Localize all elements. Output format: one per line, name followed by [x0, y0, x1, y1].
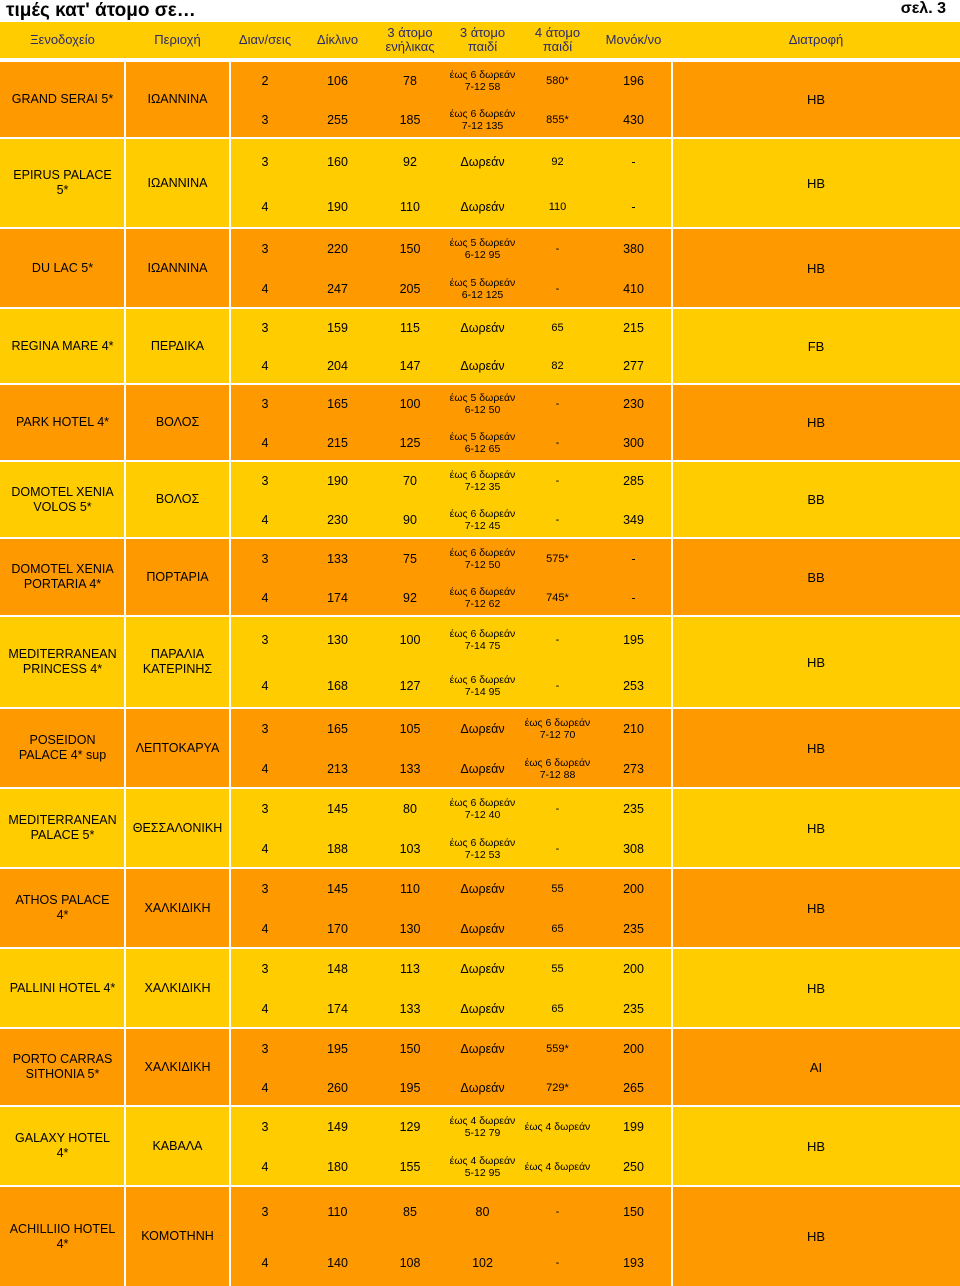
- third-child-price: έως 6 δωρεάν 7-12 53: [449, 837, 516, 861]
- hotel-block: [0, 707, 960, 787]
- single-price: 235: [623, 922, 644, 936]
- price-row: [0, 1108, 672, 1146]
- fourth-child-price: έως 4 δωρεάν: [524, 1121, 591, 1133]
- fourth-child-price: έως 6 δωρεάν 7-12 88: [524, 757, 591, 781]
- price-row: [0, 990, 672, 1028]
- hotel-area: ΙΩΑΝΝΙΝΑ: [147, 175, 208, 190]
- board-type: BB: [807, 569, 825, 585]
- fourth-child-price: 55: [551, 963, 564, 975]
- fourth-child-price: 82: [551, 360, 564, 372]
- hotel-name: DOMOTEL XENIA VOLOS 5*: [11, 484, 114, 514]
- third-adult-price: 110: [400, 882, 420, 896]
- hotel-block: [0, 867, 960, 947]
- fourth-child-price: έως 6 δωρεάν 7-12 70: [524, 717, 591, 741]
- single-price: 235: [623, 1002, 644, 1016]
- hotel-name: GRAND SERAI 5*: [11, 92, 114, 106]
- fourth-child-price: 580*: [546, 75, 569, 88]
- price-row: [0, 101, 672, 139]
- hotel-area: ΛΕΠΤΟΚΑΡΥΑ: [135, 740, 220, 755]
- single-price: 300: [623, 435, 644, 450]
- board-type: AI: [809, 1059, 823, 1075]
- third-child-price: Δωρεάν: [460, 962, 505, 976]
- third-adult-price: 100: [399, 633, 421, 647]
- header-fourth-child: 4 άτομο παιδί: [534, 25, 581, 54]
- price-row: [0, 870, 672, 908]
- board-type: BB: [807, 492, 825, 507]
- nights: 3: [261, 1205, 269, 1220]
- hotel-block: [0, 947, 960, 1027]
- hotel-block: [0, 537, 960, 615]
- fourth-child-price: 745*: [546, 591, 569, 604]
- single-price: -: [631, 199, 636, 214]
- hotel-area: ΧΑΛΚΙΔΙΚΗ: [144, 1059, 211, 1074]
- third-adult-price: 103: [399, 842, 421, 856]
- nights: 4: [261, 762, 269, 776]
- single-price: 273: [623, 762, 644, 776]
- hotel-area: ΘΕΣΣΑΛΟΝΙΚΗ: [132, 820, 223, 835]
- nights: 3: [261, 633, 269, 647]
- third-child-price: Δωρεάν: [460, 359, 505, 373]
- price-row: [0, 347, 672, 385]
- nights: 3: [261, 242, 269, 256]
- third-adult-price: 150: [399, 242, 421, 256]
- third-child-price: έως 6 δωρεάν 7-12 50: [449, 546, 516, 571]
- price-row: [0, 790, 672, 828]
- double-price: 160: [327, 154, 348, 169]
- nights: 4: [261, 1002, 269, 1016]
- header-hotel: Ξενοδοχείο: [30, 32, 95, 47]
- third-adult-price: 105: [399, 722, 421, 736]
- nights: 4: [261, 359, 269, 373]
- fourth-child-price: 110: [548, 200, 567, 213]
- price-row: [0, 462, 672, 500]
- price-row: [0, 143, 672, 181]
- fourth-child-price: -: [555, 283, 560, 295]
- single-price: 193: [623, 1255, 644, 1270]
- hotel-area: ΙΩΑΝΝΙΝΑ: [147, 260, 208, 275]
- third-child-price: έως 6 δωρεάν 7-14 95: [449, 674, 516, 698]
- header-third-adult: 3 άτομο ενήλικας: [385, 25, 435, 54]
- board-type: HB: [806, 260, 826, 276]
- single-price: 200: [623, 1041, 644, 1056]
- single-price: 150: [623, 1205, 644, 1220]
- fourth-child-price: -: [555, 513, 560, 526]
- fourth-child-price: -: [555, 1206, 560, 1219]
- third-child-price: έως 5 δωρεάν 6-12 65: [449, 430, 516, 455]
- double-price: 159: [327, 321, 348, 335]
- fourth-child-price: 729*: [546, 1081, 569, 1094]
- board-type: HB: [806, 415, 826, 430]
- price-row: [0, 309, 672, 347]
- double-price: 255: [327, 112, 348, 127]
- double-price: 130: [327, 633, 348, 647]
- fourth-child-price: -: [555, 843, 560, 855]
- third-child-price: 80: [475, 1205, 490, 1220]
- third-child-price: έως 6 δωρεάν 7-12 135: [449, 107, 516, 132]
- double-price: 110: [327, 1205, 348, 1220]
- single-price: 277: [623, 359, 644, 373]
- double-price: 190: [327, 199, 348, 214]
- third-adult-price: 147: [399, 359, 421, 373]
- third-adult-price: 108: [399, 1255, 421, 1270]
- hotel-block: [0, 383, 960, 460]
- third-adult-price: 195: [399, 1080, 421, 1095]
- double-price: 180: [327, 1160, 348, 1174]
- fourth-child-price: 65: [551, 923, 564, 935]
- nights: 3: [261, 112, 269, 127]
- third-adult-price: 133: [399, 762, 421, 776]
- fourth-child-price: έως 4 δωρεάν: [524, 1161, 591, 1173]
- hotel-name: PALLINI HOTEL 4*: [9, 980, 116, 995]
- fourth-child-price: -: [555, 1256, 560, 1269]
- double-price: 133: [327, 551, 348, 566]
- double-price: 149: [327, 1120, 348, 1134]
- board-type: HB: [806, 820, 826, 836]
- single-price: -: [631, 590, 636, 605]
- fourth-child-price: -: [555, 803, 560, 815]
- double-price: 165: [327, 722, 348, 736]
- third-adult-price: 70: [403, 474, 417, 489]
- hotel-area: ΙΩΑΝΝΙΝΑ: [147, 92, 208, 106]
- third-child-price: έως 4 δωρεάν 5-12 79: [449, 1115, 516, 1139]
- third-adult-price: 127: [399, 679, 421, 693]
- double-price: 204: [327, 359, 348, 373]
- third-child-price: Δωρεάν: [460, 722, 505, 736]
- nights: 4: [261, 1080, 269, 1095]
- single-price: 349: [623, 512, 644, 527]
- single-price: 200: [623, 882, 644, 896]
- fourth-child-price: -: [555, 680, 560, 692]
- single-price: 265: [623, 1080, 644, 1095]
- third-child-price: έως 5 δωρεάν 6-12 50: [449, 392, 516, 417]
- page-number: σελ. 3: [900, 0, 946, 17]
- header-area: Περιοχή: [154, 32, 201, 47]
- fourth-child-price: 55: [551, 883, 564, 895]
- single-price: 200: [623, 962, 644, 976]
- hotel-area: ΧΑΛΚΙΔΙΚΗ: [144, 900, 211, 915]
- board-type: HB: [806, 654, 826, 670]
- hotel-area: ΒΟΛΟΣ: [155, 492, 200, 506]
- third-child-price: Δωρεάν: [460, 321, 505, 335]
- double-price: 220: [327, 242, 348, 256]
- third-adult-price: 110: [400, 199, 420, 214]
- page-title: τιμές κατ' άτομο σε…: [6, 0, 196, 21]
- fourth-child-price: 65: [551, 1003, 564, 1015]
- third-adult-price: 92: [403, 154, 417, 169]
- single-price: 250: [623, 1160, 644, 1174]
- third-child-price: Δωρεάν: [460, 154, 505, 169]
- third-child-price: Δωρεάν: [460, 199, 505, 214]
- fourth-child-price: 575*: [546, 552, 569, 565]
- price-row: [0, 667, 672, 705]
- header-third-child: 3 άτομο παιδί: [459, 25, 506, 54]
- third-adult-price: 129: [399, 1120, 421, 1134]
- fourth-child-price: 65: [551, 322, 564, 334]
- price-row: [0, 830, 672, 868]
- price-row: [0, 1148, 672, 1186]
- nights: 4: [261, 922, 269, 936]
- price-row: [0, 710, 672, 748]
- double-price: 195: [327, 1041, 348, 1056]
- single-price: 430: [623, 112, 644, 127]
- single-price: 410: [623, 282, 644, 296]
- third-adult-price: 85: [403, 1205, 417, 1220]
- nights: 3: [261, 1120, 269, 1134]
- header-double: Δίκλινο: [316, 32, 359, 47]
- fourth-child-price: -: [555, 436, 560, 449]
- price-row: [0, 188, 672, 226]
- nights: 4: [261, 842, 269, 856]
- header-single: Μονόκ/νο: [605, 32, 662, 47]
- nights: 4: [261, 679, 269, 693]
- hotel-name: PARK HOTEL 4*: [15, 415, 110, 429]
- third-adult-price: 185: [399, 112, 421, 127]
- third-adult-price: 205: [399, 282, 421, 296]
- third-child-price: Δωρεάν: [460, 1080, 505, 1095]
- nights: 3: [261, 722, 269, 736]
- header-nights: Διαν/σεις: [238, 32, 292, 47]
- nights: 3: [261, 882, 269, 896]
- hotel-name: ACHILLIIO HOTEL 4*: [9, 1221, 116, 1251]
- third-adult-price: 92: [403, 590, 417, 605]
- third-adult-price: 78: [403, 74, 417, 89]
- board-type: HB: [806, 900, 826, 916]
- double-price: 106: [327, 74, 348, 89]
- single-price: -: [631, 154, 636, 169]
- price-row: [0, 621, 672, 659]
- hotel-name: REGINA MARE 4*: [11, 338, 114, 353]
- double-price: 230: [327, 512, 348, 527]
- single-price: 230: [623, 397, 644, 412]
- hotel-block: [0, 227, 960, 307]
- nights: 3: [261, 397, 269, 412]
- double-price: 190: [327, 474, 348, 489]
- board-type: FB: [807, 338, 825, 354]
- fourth-child-price: 559*: [546, 1042, 569, 1055]
- price-row: [0, 501, 672, 539]
- third-adult-price: 155: [399, 1160, 421, 1174]
- single-price: 215: [623, 321, 644, 335]
- single-price: 235: [623, 802, 644, 816]
- hotel-block: [0, 615, 960, 707]
- board-type: HB: [806, 740, 826, 756]
- nights: 4: [261, 282, 269, 296]
- double-price: 145: [327, 802, 348, 816]
- third-child-price: Δωρεάν: [460, 1002, 505, 1016]
- third-adult-price: 113: [400, 962, 420, 976]
- price-row: [0, 424, 672, 462]
- nights: 3: [261, 154, 269, 169]
- double-price: 215: [327, 435, 348, 450]
- table-header: [0, 22, 960, 58]
- board-type: HB: [806, 1229, 826, 1244]
- fourth-child-price: 92: [551, 155, 564, 168]
- single-price: 308: [623, 842, 644, 856]
- price-row: [0, 230, 672, 268]
- fourth-child-price: -: [555, 398, 560, 411]
- hotel-area: ΚΟΜΟΤΗΝΗ: [141, 1229, 214, 1243]
- single-price: 196: [623, 74, 644, 89]
- board-type: HB: [806, 175, 826, 191]
- double-price: 174: [327, 1002, 348, 1016]
- hotel-block: [0, 1105, 960, 1185]
- price-row: [0, 540, 672, 578]
- third-child-price: έως 6 δωρεάν 7-12 35: [449, 469, 516, 494]
- hotel-name: PORTO CARRAS SITHONIA 5*: [12, 1052, 113, 1081]
- hotel-block: [0, 787, 960, 867]
- third-adult-price: 115: [400, 321, 420, 335]
- single-price: 195: [623, 633, 644, 647]
- double-price: 148: [327, 962, 348, 976]
- hotel-block: [0, 307, 960, 383]
- third-adult-price: 133: [399, 1002, 421, 1016]
- double-price: 165: [327, 397, 348, 412]
- nights: 4: [261, 1255, 269, 1270]
- hotel-name: DOMOTEL XENIA PORTARIA 4*: [11, 562, 114, 591]
- hotel-name: MEDITERRANEAN PALACE 5*: [8, 813, 117, 842]
- hotel-area: ΒΟΛΟΣ: [155, 415, 200, 429]
- fourth-child-price: -: [555, 634, 560, 646]
- nights: 3: [261, 1041, 269, 1056]
- hotel-area: ΠΟΡΤΑΡΙΑ: [146, 569, 209, 584]
- price-row: [0, 750, 672, 788]
- double-price: 168: [327, 679, 348, 693]
- nights: 3: [261, 962, 269, 976]
- double-price: 145: [327, 882, 348, 896]
- hotel-name: ATHOS PALACE 4*: [15, 893, 110, 922]
- hotel-name: EPIRUS PALACE 5*: [13, 168, 112, 197]
- third-child-price: έως 6 δωρεάν 7-12 45: [449, 507, 516, 532]
- third-adult-price: 90: [403, 512, 417, 527]
- double-price: 174: [327, 590, 348, 605]
- third-child-price: έως 6 δωρεάν 7-12 40: [449, 797, 516, 821]
- hotel-area: ΠΑΡΑΛΙΑ ΚΑΤΕΡΙΝΗΣ: [142, 647, 213, 676]
- nights: 3: [261, 551, 269, 566]
- single-price: 253: [623, 679, 644, 693]
- nights: 4: [261, 199, 269, 214]
- single-price: -: [631, 551, 636, 566]
- single-price: 380: [623, 242, 644, 256]
- third-adult-price: 125: [399, 435, 421, 450]
- hotel-block: [0, 1027, 960, 1105]
- hotel-block: [0, 1185, 960, 1286]
- hotel-name: POSEIDON PALACE 4* sup: [18, 733, 107, 762]
- hotel-name: DU LAC 5*: [31, 260, 94, 275]
- third-child-price: έως 6 δωρεάν 7-14 75: [449, 628, 516, 652]
- price-row: [0, 910, 672, 948]
- third-child-price: έως 6 δωρεάν 7-12 62: [449, 585, 516, 610]
- third-child-price: έως 5 δωρεάν 6-12 95: [449, 237, 516, 261]
- hotel-area: ΧΑΛΚΙΔΙΚΗ: [144, 980, 211, 995]
- hotel-block: [0, 460, 960, 537]
- fourth-child-price: -: [555, 475, 560, 488]
- third-child-price: Δωρεάν: [460, 1041, 505, 1056]
- third-adult-price: 130: [399, 922, 421, 936]
- double-price: 140: [327, 1255, 348, 1270]
- double-price: 260: [327, 1080, 348, 1095]
- third-child-price: 102: [472, 1255, 493, 1270]
- nights: 4: [261, 435, 269, 450]
- double-price: 213: [327, 762, 348, 776]
- price-row: [0, 62, 672, 100]
- board-type: HB: [806, 92, 826, 107]
- header-board: Διατροφή: [788, 32, 844, 47]
- hotel-block: [0, 60, 960, 137]
- nights: 2: [261, 74, 269, 89]
- third-child-price: έως 6 δωρεάν 7-12 58: [449, 69, 516, 94]
- third-child-price: έως 5 δωρεάν 6-12 125: [449, 277, 516, 301]
- double-price: 247: [327, 282, 348, 296]
- hotel-block: [0, 137, 960, 227]
- hotel-name: GALAXY HOTEL 4*: [15, 1131, 110, 1160]
- price-row: [0, 385, 672, 423]
- third-child-price: Δωρεάν: [460, 762, 505, 776]
- single-price: 285: [623, 474, 644, 489]
- nights: 4: [261, 512, 269, 527]
- price-row: [0, 1030, 672, 1068]
- nights: 4: [261, 590, 269, 605]
- hotel-area: ΠΕΡΔΙΚΑ: [150, 338, 205, 353]
- board-type: HB: [806, 980, 826, 996]
- nights: 4: [261, 1160, 269, 1174]
- double-price: 170: [327, 922, 348, 936]
- board-type: HB: [806, 1138, 826, 1154]
- nights: 3: [261, 474, 269, 489]
- nights: 3: [261, 802, 269, 816]
- price-row: [0, 1069, 672, 1107]
- third-child-price: Δωρεάν: [460, 882, 505, 896]
- third-adult-price: 100: [399, 397, 421, 412]
- hotel-name: MEDITERRANEAN PRINCESS 4*: [8, 647, 117, 676]
- price-row: [0, 579, 672, 617]
- price-row: [0, 270, 672, 308]
- price-row: [0, 950, 672, 988]
- price-row: [0, 1244, 672, 1282]
- single-price: 199: [623, 1120, 644, 1134]
- fourth-child-price: -: [555, 243, 560, 255]
- third-adult-price: 150: [399, 1041, 421, 1056]
- hotel-area: ΚΑΒΑΛΑ: [152, 1138, 203, 1153]
- double-price: 188: [327, 842, 348, 856]
- third-adult-price: 75: [403, 551, 417, 566]
- third-child-price: έως 4 δωρεάν 5-12 95: [449, 1155, 516, 1179]
- single-price: 210: [623, 722, 644, 736]
- third-child-price: Δωρεάν: [460, 922, 505, 936]
- fourth-child-price: 855*: [546, 113, 569, 126]
- nights: 3: [261, 321, 269, 335]
- price-row: [0, 1193, 672, 1231]
- third-adult-price: 80: [403, 802, 417, 816]
